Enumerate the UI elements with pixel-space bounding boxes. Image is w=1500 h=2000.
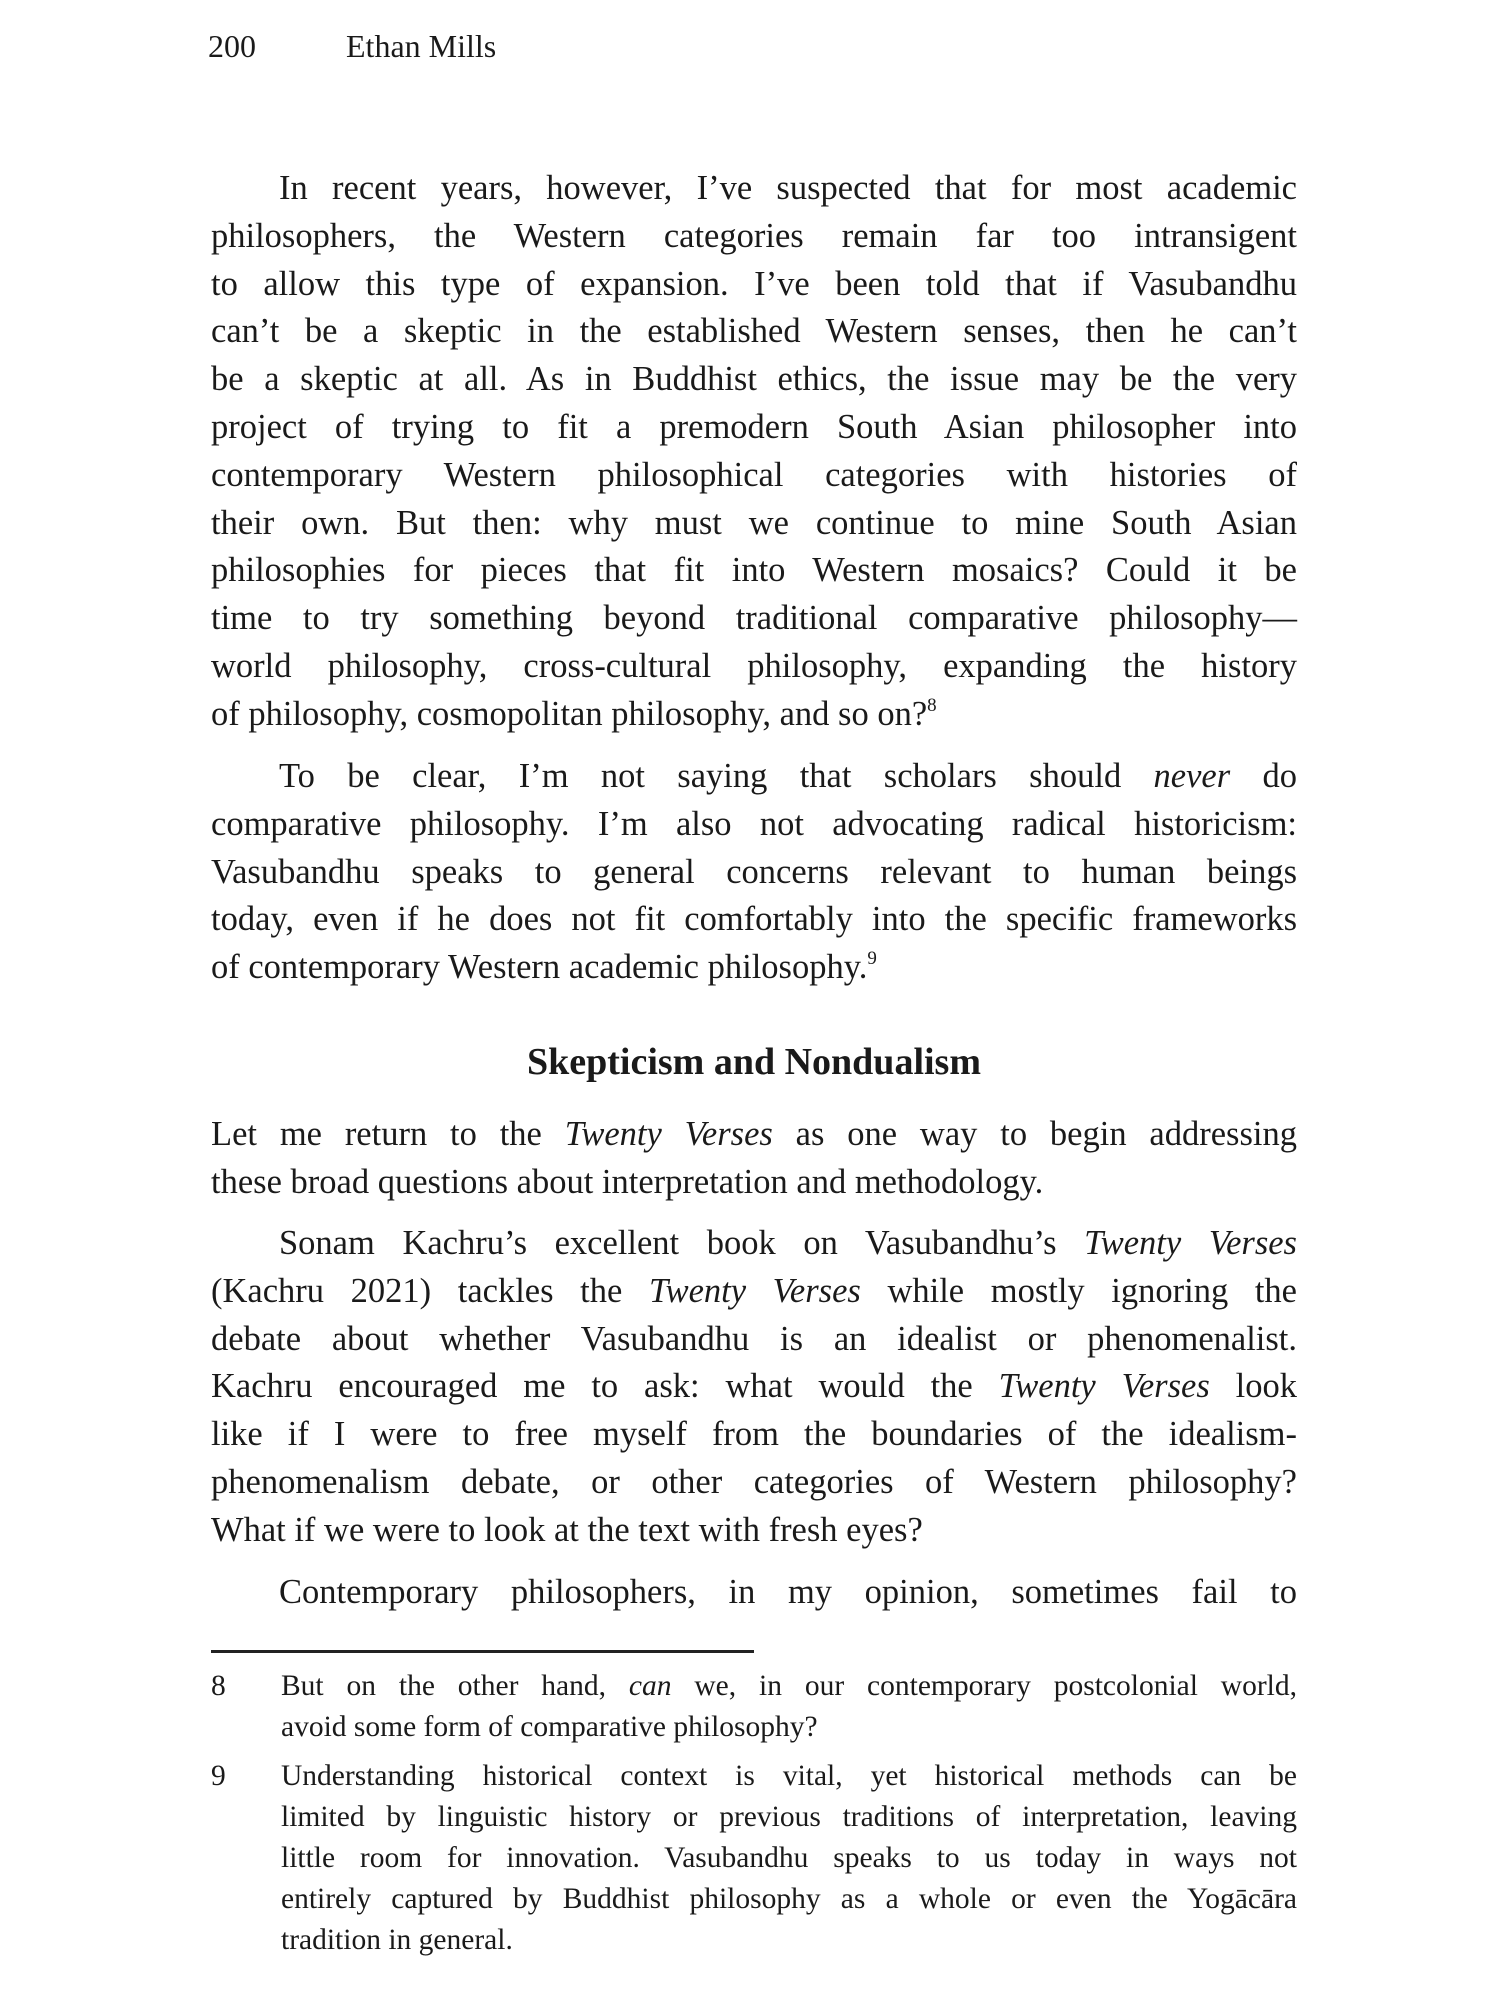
paragraph	[211, 1220, 1297, 1555]
text-segment: time to try something beyond traditional comparative philosophy—	[211, 599, 1297, 638]
footnote-number: 8	[211, 1670, 226, 1702]
text-line	[211, 1316, 1297, 1364]
text-line	[211, 213, 1297, 261]
text-line	[211, 308, 1297, 356]
text-segment: we, in our contemporary postcolonial world,	[671, 1670, 1298, 1702]
text-line	[281, 1756, 1297, 1797]
text-segment: world philosophy, cross-cultural philosophy, expanding the history	[211, 646, 1297, 685]
text-line	[281, 1920, 1297, 1961]
text-segment: little room for innovation. Vasubandhu speaks to us today in ways not	[281, 1842, 1297, 1874]
text-line	[211, 500, 1297, 548]
text-segment: of philosophy, cosmopolitan philosophy, and so on?	[211, 694, 928, 733]
text-line	[211, 1268, 1297, 1316]
text-segment: project of trying to fit a premodern South Asian philosopher into	[211, 407, 1297, 446]
text-segment: tradition in general.	[281, 1924, 513, 1956]
text-line	[211, 165, 1297, 213]
text-line	[211, 944, 1297, 992]
text-segment: (Kachru 2021) tackles the	[211, 1271, 649, 1310]
italic-text: Twenty Verses	[564, 1115, 773, 1153]
text-line	[211, 1411, 1297, 1459]
text-segment: while mostly ignoring the	[860, 1271, 1297, 1310]
text-line	[211, 452, 1297, 500]
text-segment: do	[1230, 757, 1297, 795]
paragraph	[211, 1111, 1297, 1207]
footnote-reference: 9	[867, 947, 877, 969]
text-segment: as one way to begin addressing	[772, 1115, 1297, 1153]
text-segment: like if I were to free myself from the boundaries of the idealism-	[211, 1415, 1297, 1454]
text-line	[211, 1159, 1297, 1207]
footnote-number: 9	[211, 1760, 226, 1792]
text-line	[211, 1363, 1297, 1411]
text-segment: What if we were to look at the text with fresh eyes?	[211, 1510, 923, 1549]
text-segment: phenomenalism debate, or other categories of Western philosophy?	[211, 1462, 1297, 1501]
running-header-author: Ethan Mills	[346, 28, 497, 64]
text-line	[211, 356, 1297, 404]
text-segment: Sonam Kachru’s excellent book on Vasubandhu’s	[279, 1224, 1085, 1262]
text-line	[211, 753, 1297, 801]
text-line	[281, 1707, 1297, 1748]
text-segment: But on the other hand,	[281, 1670, 629, 1702]
text-line	[211, 691, 1297, 739]
text-line	[211, 896, 1297, 944]
text-segment: limited by linguistic history or previous traditions of interpretation, leaving	[281, 1801, 1297, 1833]
text-line	[211, 1459, 1297, 1507]
text-segment: contemporary Western philosophical categories with histories of	[211, 455, 1297, 494]
paragraph	[211, 165, 1297, 739]
text-segment: entirely captured by Buddhist philosophy as a whole or even the Yogācāra	[281, 1883, 1297, 1915]
section-heading: Skepticism and Nondualism	[526, 1041, 981, 1083]
italic-text: Twenty Verses	[648, 1271, 861, 1310]
text-line	[281, 1838, 1297, 1879]
text-segment: Contemporary philosophers, in my opinion, sometimes fail to	[279, 1573, 1297, 1611]
paragraph	[211, 753, 1297, 992]
text-segment: philosophers, the Western categories remain far too intransigent	[211, 216, 1297, 255]
text-line	[211, 1569, 1297, 1617]
text-segment: to allow this type of expansion. I’ve been told that if Vasubandhu	[211, 264, 1297, 303]
text-line	[281, 1797, 1297, 1838]
text-segment: Kachru encouraged me to ask: what would the	[211, 1367, 999, 1406]
text-segment: debate about whether Vasubandhu is an idealist or phenomenalist.	[211, 1319, 1297, 1358]
paragraph	[211, 1569, 1297, 1617]
text-line	[211, 849, 1297, 897]
text-segment: Understanding historical context is vital, yet historical methods can be	[281, 1760, 1297, 1792]
text-segment: In recent years, however, I’ve suspected that for most academic	[279, 169, 1297, 207]
text-segment: can’t be a skeptic in the established Western senses, then he can’t	[211, 312, 1297, 351]
italic-text: never	[1153, 757, 1231, 795]
italic-text: can	[628, 1670, 672, 1702]
text-segment: of contemporary Western academic philosophy.	[211, 948, 868, 987]
text-segment: today, even if he does not fit comfortably into the specific frameworks	[211, 900, 1297, 939]
footnote-divider	[211, 1650, 754, 1653]
footnote-text	[281, 1666, 1297, 1748]
text-segment: be a skeptic at all. As in Buddhist ethics, the issue may be the very	[211, 360, 1297, 399]
text-line	[211, 261, 1297, 309]
italic-text: Twenty Verses	[998, 1367, 1210, 1406]
text-line	[211, 801, 1297, 849]
footnote-text	[281, 1756, 1297, 1961]
text-line	[281, 1879, 1297, 1920]
text-segment: look	[1209, 1367, 1297, 1406]
text-line	[211, 1507, 1297, 1555]
text-segment: these broad questions about interpretation and methodology.	[211, 1162, 1044, 1201]
text-line	[281, 1666, 1297, 1707]
italic-text: Twenty Verses	[1084, 1224, 1297, 1262]
text-line	[211, 1111, 1297, 1159]
text-segment: Vasubandhu speaks to general concerns relevant to human beings	[211, 852, 1297, 891]
text-line	[211, 595, 1297, 643]
text-line	[211, 547, 1297, 595]
footnote-reference: 8	[927, 694, 937, 716]
text-segment: To be clear, I’m not saying that scholars should	[279, 757, 1154, 795]
page-number: 200	[208, 28, 256, 64]
text-line	[211, 404, 1297, 452]
text-segment: their own. But then: why must we continue to mine South Asian	[211, 503, 1297, 542]
text-segment: Let me return to the	[211, 1115, 565, 1153]
text-line	[211, 1220, 1297, 1268]
text-line	[211, 643, 1297, 691]
text-segment: philosophies for pieces that fit into Western mosaics? Could it be	[211, 551, 1297, 590]
text-segment: comparative philosophy. I’m also not advocating radical historicism:	[211, 804, 1297, 843]
text-segment: avoid some form of comparative philosophy?	[281, 1711, 818, 1743]
